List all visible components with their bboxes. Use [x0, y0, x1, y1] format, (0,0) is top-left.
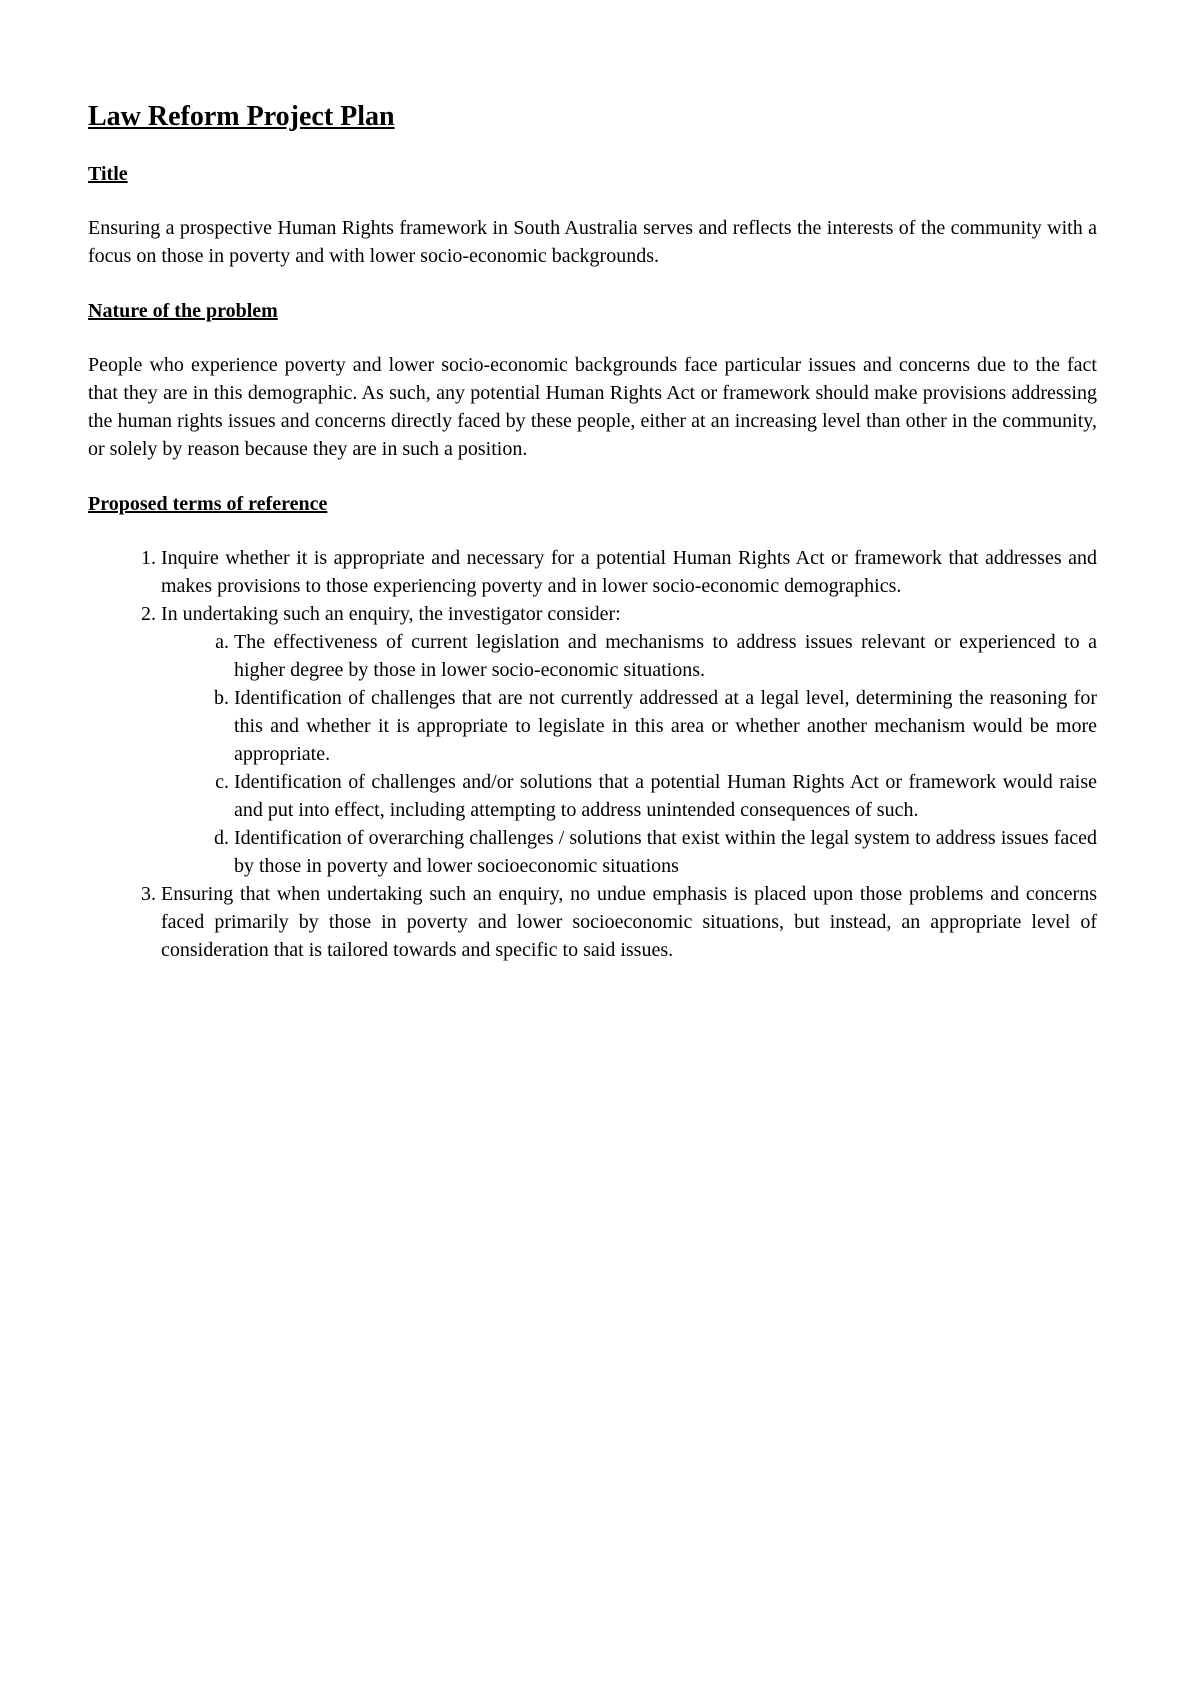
terms-list-item [161, 880, 1097, 964]
terms-subitem-text: The effectiveness of current legislation and mechanisms to address issues relevant or experienced to a higher degree by those in lower socio-economic situations. [234, 630, 1097, 681]
terms-item-text: Ensuring that when undertaking such an enquiry, no undue emphasis is placed upon those problems and concerns faced primarily by those in poverty and lower socioeconomic situations, but instead, an appropriate level of consideration that is tailored towards and specific to said issues. [161, 882, 1097, 961]
terms-subitem [234, 824, 1097, 880]
title-section-body: Ensuring a prospective Human Rights framework in South Australia serves and reflects the interests of the community with a focus on those in poverty and with lower socio-economic backgrounds. [88, 216, 1097, 267]
nature-section-body: People who experience poverty and lower socio-economic backgrounds face particular issues and concerns due to the fact that they are in this demographic. As such, any potential Human Rights Act or framework should make provisions addressing the human rights issues and concerns directly faced by these people, either at an increasing level than other in the community, or solely by reason because they are in such a position. [88, 353, 1097, 460]
terms-list [88, 544, 1097, 964]
terms-subitem [234, 684, 1097, 768]
terms-list-item [161, 600, 1097, 880]
document-title: Law Reform Project Plan [88, 101, 395, 132]
title-section-heading: Title [88, 162, 128, 185]
terms-list-item [161, 544, 1097, 600]
terms-subitem-text: Identification of challenges and/or solutions that a potential Human Rights Act or framework would raise and put into effect, including attempting to address unintended consequences of such. [234, 770, 1097, 821]
terms-sublist [161, 628, 1097, 880]
terms-item-text: In undertaking such an enquiry, the investigator consider: [161, 602, 621, 625]
document-page [88, 100, 1097, 964]
terms-subitem-text: Identification of overarching challenges / solutions that exist within the legal system to address issues faced by those in poverty and lower socioeconomic situations [234, 826, 1097, 877]
terms-section-heading: Proposed terms of reference [88, 492, 328, 515]
terms-subitem-text: Identification of challenges that are not currently addressed at a legal level, determining the reasoning for this and whether it is appropriate to legislate in this area or whether another mechanism would be more appropriate. [234, 686, 1097, 765]
terms-subitem [234, 768, 1097, 824]
terms-item-text: Inquire whether it is appropriate and necessary for a potential Human Rights Act or framework that addresses and makes provisions to those experiencing poverty and in lower socio-economic demographics. [161, 546, 1097, 597]
terms-subitem [234, 628, 1097, 684]
nature-section-heading: Nature of the problem [88, 299, 278, 322]
